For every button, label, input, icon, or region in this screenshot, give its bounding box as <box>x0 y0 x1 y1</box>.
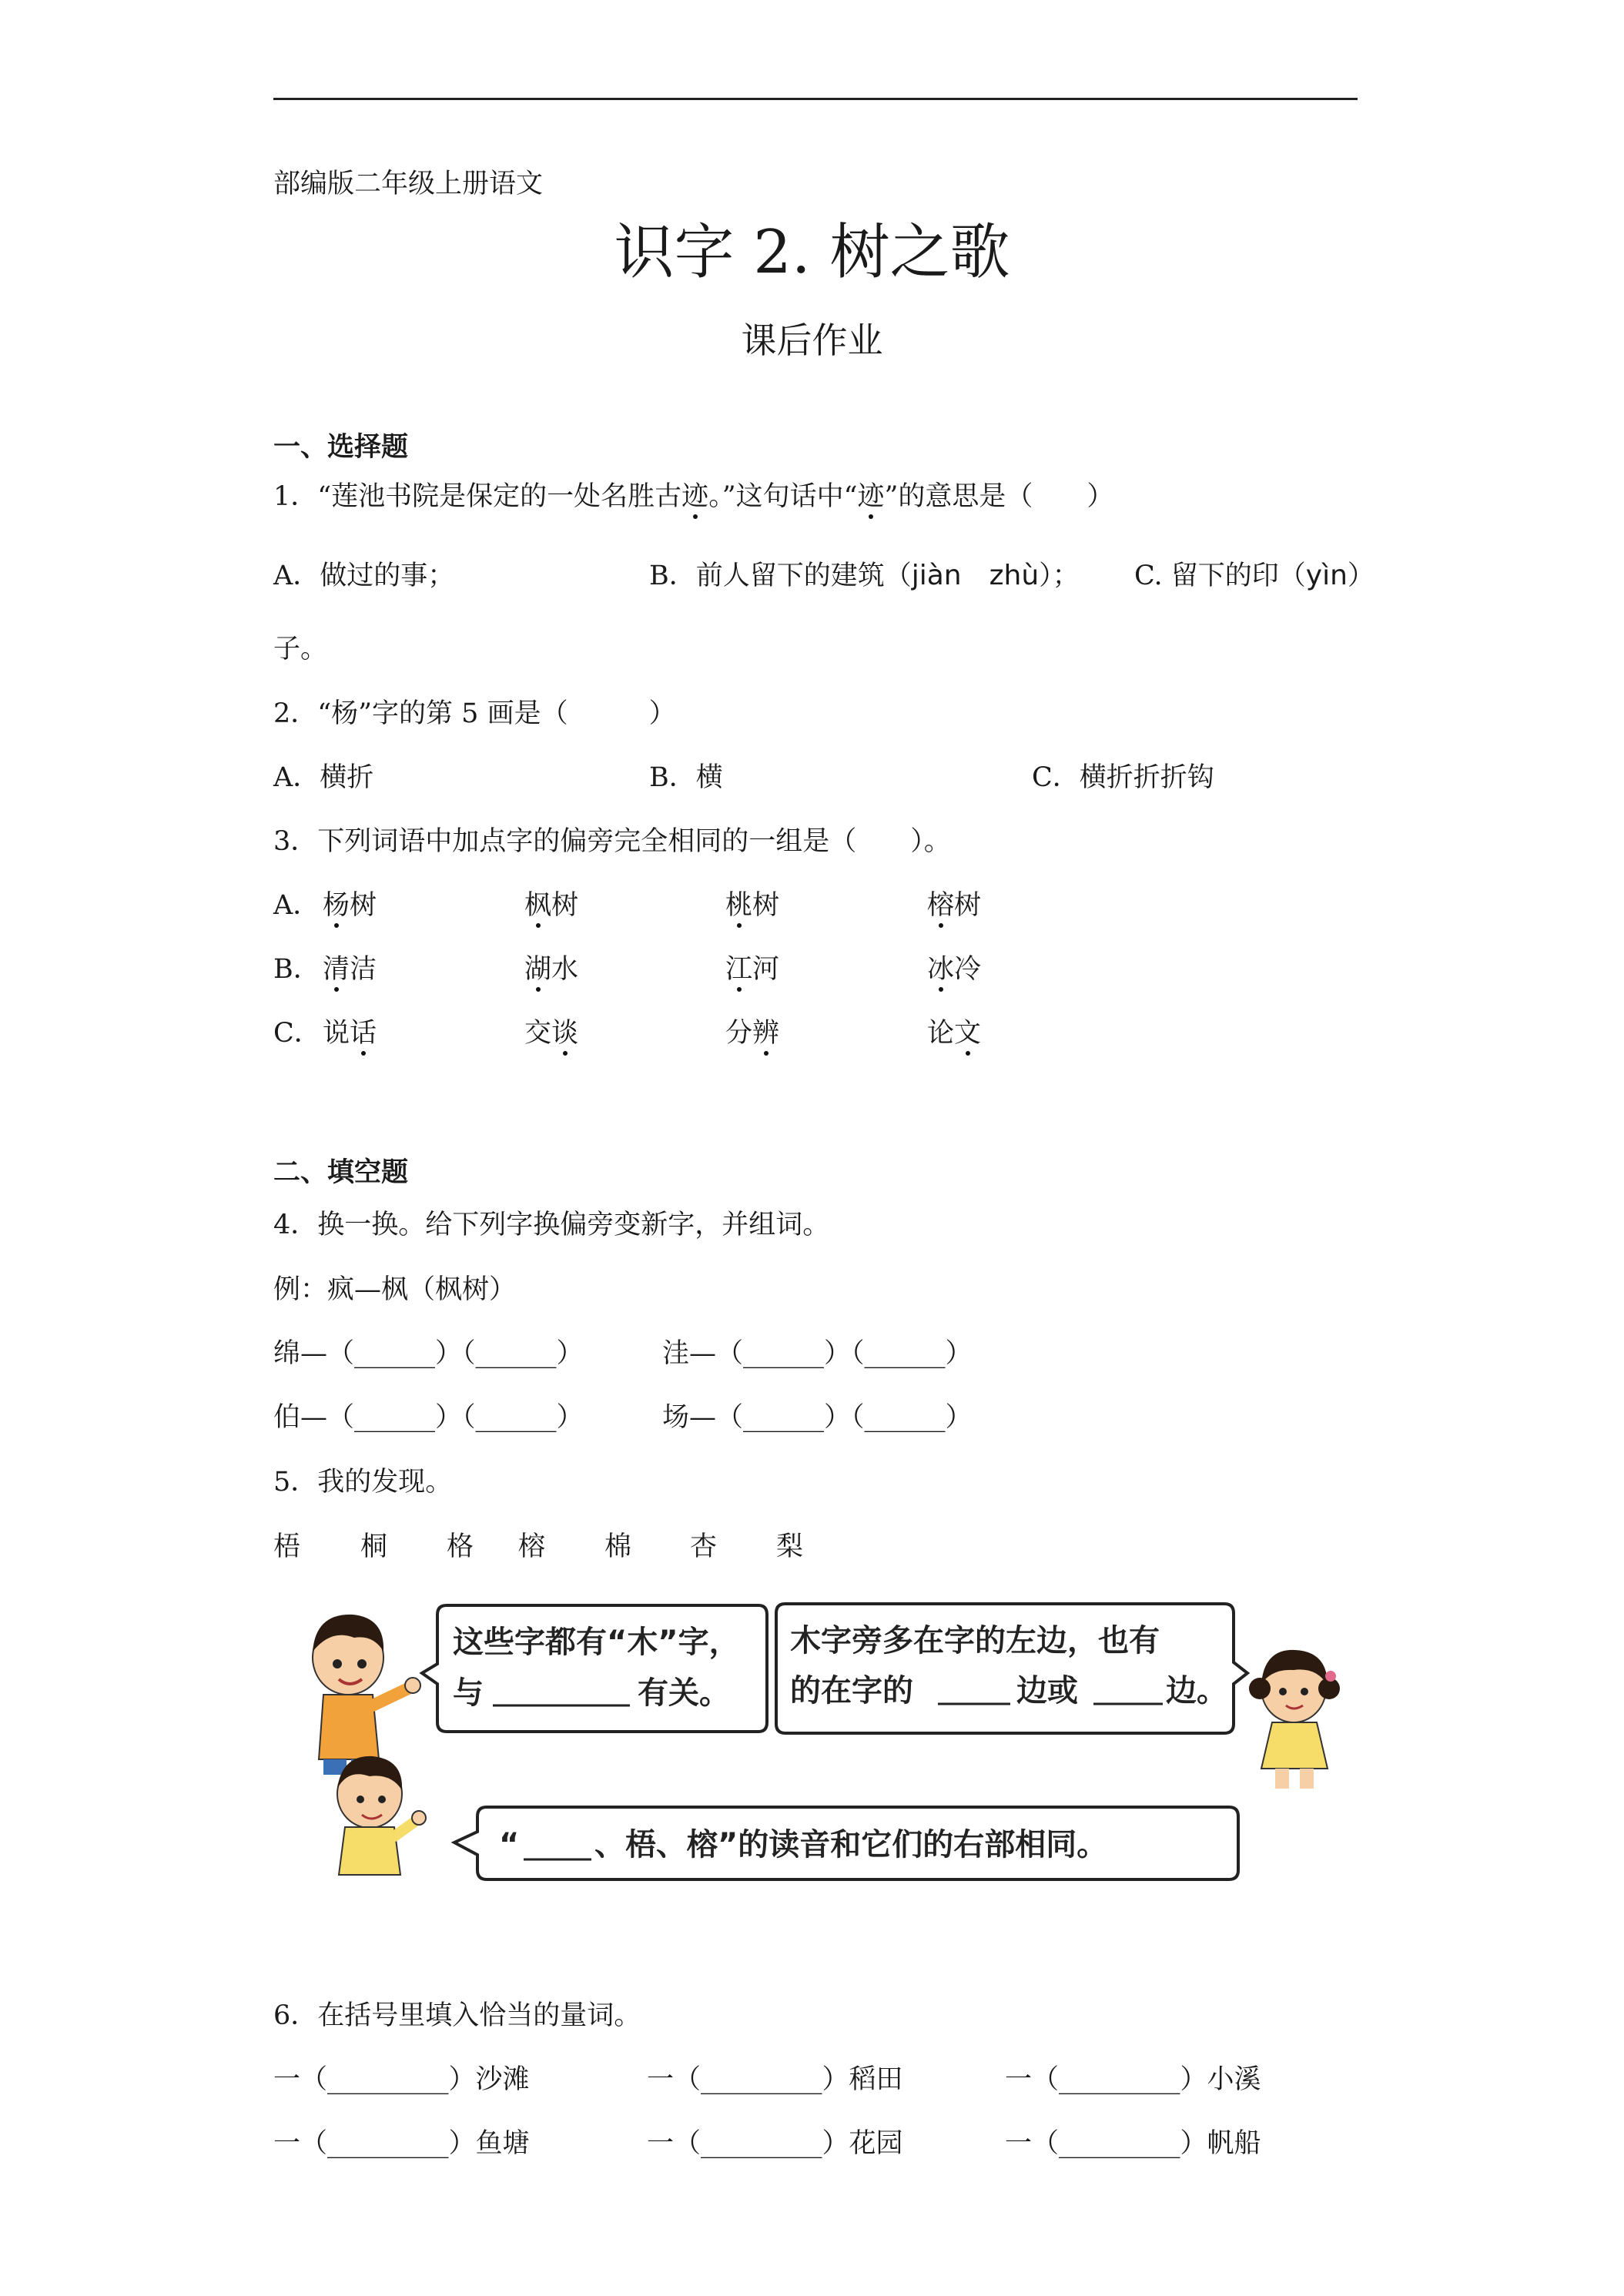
q1-option-a: A．做过的事； <box>273 561 455 591</box>
bubble-2-line-2b: 边或 <box>1016 1673 1078 1709</box>
bubble-1-line-2a: 与 <box>453 1675 484 1711</box>
q6-item: 一（_________）鱼塘 <box>273 2128 530 2159</box>
q4-example: 例：疯—枫（枫树） <box>273 1274 517 1305</box>
q3-word: 分辨 <box>725 1018 780 1049</box>
q3-word: 清洁 <box>323 954 377 985</box>
q4-row1-b: 洼—（______）（______） <box>662 1338 973 1369</box>
bubble-1-line-2b: 有关。 <box>638 1675 730 1711</box>
q3-option-label: C． <box>273 1018 321 1049</box>
dotted-char: 冰 <box>927 954 955 985</box>
dotted-char: 清 <box>323 954 350 985</box>
dotted-char: 榕 <box>927 890 955 921</box>
bubble-2-line-2c: 边。 <box>1166 1673 1227 1709</box>
q4-row1-a: 绵—（______）（______） <box>273 1338 584 1369</box>
boy-character-icon <box>313 1615 420 1775</box>
q3-word: 湖水 <box>524 954 579 985</box>
dotted-char: 江 <box>725 954 753 985</box>
q4-row2-b: 场—（______）（______） <box>662 1402 973 1433</box>
q1-option-c-cont: 子。 <box>273 634 328 664</box>
q3-option-label: B． <box>273 954 320 985</box>
q2-option-c: C．横折折折钩 <box>1032 762 1214 793</box>
q6-item: 一（_________）小溪 <box>1005 2064 1261 2095</box>
dotted-char: 文 <box>954 1018 982 1049</box>
bubble-3-text: 、梧、榕”的读音和它们的右部相同。 <box>594 1827 1108 1863</box>
bubble-3-open: “ <box>499 1827 520 1863</box>
q3-word: 杨树 <box>323 890 377 921</box>
q3-option-label: A． <box>273 890 320 921</box>
dotted-char: 杨 <box>323 890 350 921</box>
girl-character-icon <box>1249 1650 1340 1789</box>
q3-stem: 3．下列词语中加点字的偏旁完全相同的一组是（ ）。 <box>273 826 951 857</box>
q2-option-b: B．横 <box>649 762 723 793</box>
q3-word: 论文 <box>927 1018 982 1049</box>
q3-word: 冰冷 <box>927 954 982 985</box>
q6-item: 一（_________）沙滩 <box>273 2064 530 2095</box>
q5-stem: 5．我的发现。 <box>273 1467 453 1498</box>
q2-option-a: A．横折 <box>273 762 374 793</box>
q1-option-c: C. 留下的印（yìn） <box>1134 560 1375 591</box>
q5-char: 棉 <box>604 1531 632 1562</box>
q5-char: 梨 <box>776 1531 804 1562</box>
q5-illustration <box>293 1598 1378 1890</box>
section-2-heading: 二、填空题 <box>273 1156 409 1188</box>
q6-stem: 6．在括号里填入恰当的量词。 <box>273 2000 641 2031</box>
section-1-heading: 一、选择题 <box>273 431 409 463</box>
dotted-char: 谈 <box>551 1018 579 1049</box>
dotted-char: 话 <box>350 1018 377 1049</box>
q6-item: 一（_________）花园 <box>647 2128 903 2159</box>
q3-word: 枫树 <box>524 890 579 921</box>
q5-char: 格 <box>447 1531 474 1562</box>
q2-stem: 2．“杨”字的第 5 画是（ ） <box>273 698 676 729</box>
dotted-char: 湖 <box>524 954 552 985</box>
speech-bubble-1 <box>422 1605 767 1732</box>
page-title: 识字 2. 树之歌 <box>614 218 1010 287</box>
dotted-char: 迹 <box>681 481 709 512</box>
q3-word: 榕树 <box>927 890 982 921</box>
top-rule <box>273 98 1358 100</box>
q4-stem: 4．换一换。给下列字换偏旁变新字，并组词。 <box>273 1210 830 1240</box>
q5-char: 榕 <box>518 1531 546 1562</box>
q3-word: 说话 <box>323 1018 377 1049</box>
boy-character-icon-2 <box>337 1756 426 1875</box>
bubble-1-line-1: 这些字都有“木”字， <box>453 1625 740 1660</box>
q1-option-b: B．前人留下的建筑（jiàn zhù）； <box>649 560 1080 591</box>
q1-stem: 1．“莲池书院是保定的一处名胜古迹。”这句话中“迹”的意思是（ ） <box>273 481 1114 512</box>
speech-bubble-3 <box>454 1807 1238 1879</box>
q3-word: 江河 <box>725 954 780 985</box>
bubble-2-line-2a: 的在字的 <box>790 1673 913 1709</box>
speech-bubble-2 <box>776 1604 1247 1733</box>
dotted-char: 辨 <box>752 1018 780 1049</box>
q4-row2-a: 伯—（______）（______） <box>273 1402 584 1433</box>
q5-char: 梧 <box>273 1531 301 1562</box>
q3-word: 交谈 <box>524 1018 579 1049</box>
page-subtitle: 课后作业 <box>741 320 883 361</box>
dotted-char: 枫 <box>524 890 552 921</box>
bubble-2-line-1: 木字旁多在字的左边，也有 <box>790 1623 1160 1658</box>
dotted-char: 迹 <box>857 481 885 512</box>
q5-char: 杏 <box>690 1531 718 1562</box>
dotted-char: 桃 <box>725 890 753 921</box>
q5-char: 桐 <box>360 1531 388 1562</box>
q6-item: 一（_________）帆船 <box>1005 2128 1261 2159</box>
q3-word: 桃树 <box>725 890 780 921</box>
q6-item: 一（_________）稻田 <box>647 2064 903 2095</box>
book-label: 部编版二年级上册语文 <box>273 169 544 199</box>
